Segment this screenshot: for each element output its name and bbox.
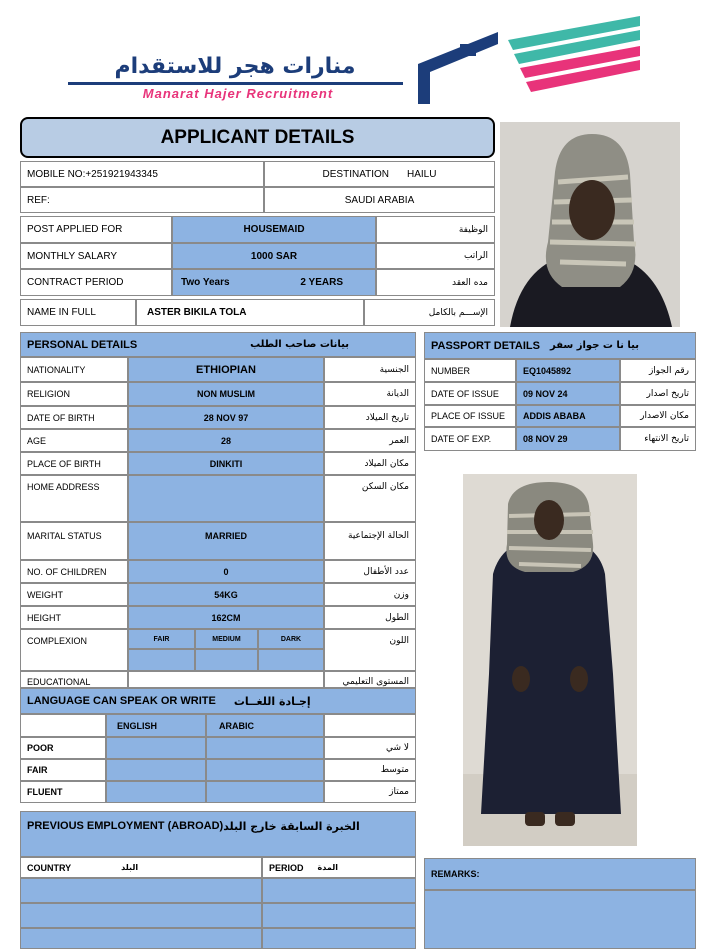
employment-row-1-country: [20, 878, 262, 903]
complexion-label-ar: اللون: [324, 629, 416, 671]
nationality-label-ar: الجنسية: [324, 357, 416, 382]
contract-label-ar: مده العقد: [376, 269, 495, 296]
language-fair-label: FAIR: [20, 759, 106, 781]
passport-issue-value: 09 NOV 24: [516, 382, 620, 405]
pob-label-ar: مكان الميلاد: [324, 452, 416, 475]
children-value: 0: [128, 560, 324, 583]
employment-row-2-country: [20, 903, 262, 928]
house-roof-icon: [418, 12, 648, 107]
complexion-dark-box: [258, 649, 324, 671]
name-label: NAME IN FULL: [20, 299, 136, 326]
page-title: APPLICANT DETAILS: [20, 117, 495, 158]
dob-value: 28 NOV 97: [128, 406, 324, 429]
contract-label: CONTRACT PERIOD: [20, 269, 172, 296]
destination-cell: DESTINATION HAILU: [264, 161, 495, 187]
logo-arabic-name: منارات هجر للاستقدام: [114, 54, 356, 79]
language-fair-arabic: [206, 759, 324, 781]
passport-issue-label: DATE OF ISSUE: [424, 382, 516, 405]
applicant-headshot-photo: [500, 122, 680, 327]
passport-expiry-value: 08 NOV 29: [516, 427, 620, 451]
name-value: ASTER BIKILA TOLA: [136, 299, 364, 326]
logo-underline: [68, 82, 403, 85]
complexion-label: COMPLEXION: [20, 629, 128, 671]
salary-label-ar: الراتب: [376, 243, 495, 269]
complexion-fair: FAIR: [128, 629, 195, 649]
children-label: NO. OF CHILDREN: [20, 560, 128, 583]
marital-label-ar: الحالة الإجتماعية: [324, 522, 416, 560]
remarks-box: [424, 890, 696, 949]
language-fair-label-ar: متوسط: [324, 759, 416, 781]
passport-details-header: PASSPORT DETAILS بيا نا ت جواز سفر: [424, 332, 696, 359]
age-label-ar: العمر: [324, 429, 416, 452]
language-arabic-header: ARABIC: [206, 714, 324, 737]
language-header: LANGUAGE CAN SPEAK OR WRITE إجـادة اللغــات: [20, 688, 416, 714]
contract-value: Two Years 2 YEARS: [172, 269, 376, 296]
company-logo: [60, 12, 650, 107]
age-value: 28: [128, 429, 324, 452]
language-english-header: ENGLISH: [106, 714, 206, 737]
education-label-ar: المستوى التعليمي: [324, 671, 416, 688]
language-poor-label-ar: لا شي: [324, 737, 416, 759]
pob-label: PLACE OF BIRTH: [20, 452, 128, 475]
passport-place-value: ADDIS ABABA: [516, 405, 620, 427]
personal-details-header: PERSONAL DETAILS بيانات صاحب الطلب: [20, 332, 416, 357]
language-corner: [20, 714, 106, 737]
complexion-medium-box: [195, 649, 258, 671]
marital-label: MARITAL STATUS: [20, 522, 128, 560]
employment-row-3-country: [20, 928, 262, 949]
complexion-fair-box: [128, 649, 195, 671]
mobile-number: MOBILE NO:+251921943345: [20, 161, 264, 187]
post-label-ar: الوظيفة: [376, 216, 495, 243]
religion-label: RELIGION: [20, 382, 128, 406]
religion-label-ar: الديانة: [324, 382, 416, 406]
address-value: [128, 475, 324, 522]
marital-value: MARRIED: [128, 522, 324, 560]
language-poor-arabic: [206, 737, 324, 759]
language-corner-ar: [324, 714, 416, 737]
children-label-ar: عدد الأطفال: [324, 560, 416, 583]
dob-label-ar: تاريخ الميلاد: [324, 406, 416, 429]
address-label: HOME ADDRESS: [20, 475, 128, 522]
employment-row-1-period: [262, 878, 416, 903]
passport-number-label: NUMBER: [424, 359, 516, 382]
language-fluent-arabic: [206, 781, 324, 803]
pob-value: DINKITI: [128, 452, 324, 475]
height-value: 162CM: [128, 606, 324, 629]
passport-issue-label-ar: تاريخ اصدار: [620, 382, 696, 405]
employment-period-header: PERIOD المدة: [262, 857, 416, 878]
religion-value: NON MUSLIM: [128, 382, 324, 406]
nationality-label: NATIONALITY: [20, 357, 128, 382]
education-value: [128, 671, 324, 688]
age-label: AGE: [20, 429, 128, 452]
nationality-value: ETHIOPIAN: [128, 357, 324, 382]
employment-row-2-period: [262, 903, 416, 928]
destination-code: HAILU: [407, 168, 437, 180]
passport-place-label: PLACE OF ISSUE: [424, 405, 516, 427]
height-label-ar: الطول: [324, 606, 416, 629]
complexion-dark: DARK: [258, 629, 324, 649]
employment-header: PREVIOUS EMPLOYMENT (ABROAD) الخبرة السابقة خارج البلد: [20, 811, 416, 857]
salary-label: MONTHLY SALARY: [20, 243, 172, 269]
height-label: HEIGHT: [20, 606, 128, 629]
salary-value: 1000 SAR: [172, 243, 376, 269]
passport-expiry-label-ar: تاريخ الانتهاء: [620, 427, 696, 451]
post-value: HOUSEMAID: [172, 216, 376, 243]
weight-label-ar: وزن: [324, 583, 416, 606]
post-label: POST APPLIED FOR: [20, 216, 172, 243]
weight-value: 54KG: [128, 583, 324, 606]
complexion-medium: MEDIUM: [195, 629, 258, 649]
applicant-full-body-photo: [463, 474, 637, 846]
employment-row-3-period: [262, 928, 416, 949]
ref-label: REF:: [20, 187, 264, 213]
weight-label: WEIGHT: [20, 583, 128, 606]
destination-country: SAUDI ARABIA: [264, 187, 495, 213]
passport-expiry-label: DATE OF EXP.: [424, 427, 516, 451]
passport-number-label-ar: رقم الجواز: [620, 359, 696, 382]
education-label: EDUCATIONAL: [20, 671, 128, 688]
language-fair-english: [106, 759, 206, 781]
passport-place-label-ar: مكان الاصدار: [620, 405, 696, 427]
language-poor-english: [106, 737, 206, 759]
employment-country-header: COUNTRY البلد: [20, 857, 262, 878]
language-fluent-label-ar: ممتاز: [324, 781, 416, 803]
language-fluent-english: [106, 781, 206, 803]
language-poor-label: POOR: [20, 737, 106, 759]
name-label-ar: الإســـم بالكامل: [364, 299, 495, 326]
logo-english-name: Manarat Hajer Recruitment: [142, 86, 334, 101]
passport-number-value: EQ1045892: [516, 359, 620, 382]
dob-label: DATE OF BIRTH: [20, 406, 128, 429]
language-fluent-label: FLUENT: [20, 781, 106, 803]
address-label-ar: مكان السكن: [324, 475, 416, 522]
remarks-label: REMARKS:: [424, 858, 696, 890]
